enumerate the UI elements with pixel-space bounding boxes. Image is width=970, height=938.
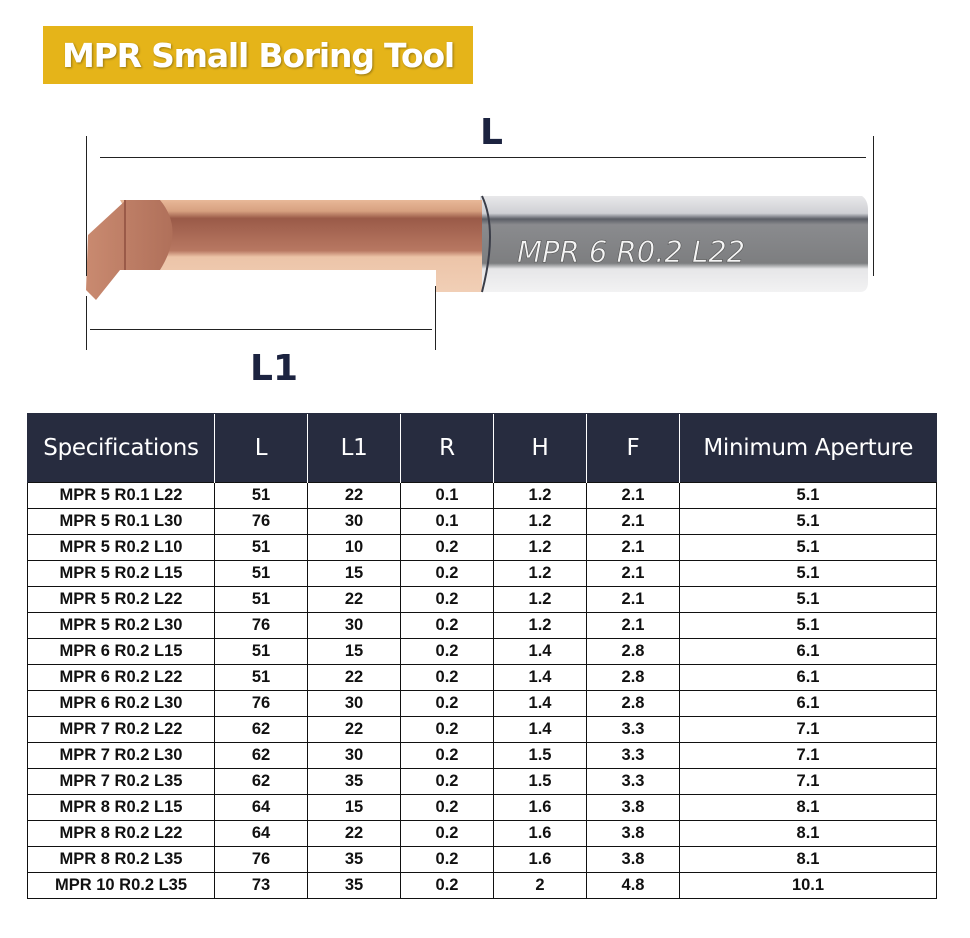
cell-L: 51 — [215, 483, 308, 509]
cell-R: 0.2 — [401, 847, 494, 873]
cell-H: 1.2 — [494, 483, 587, 509]
cell-min-aperture: 8.1 — [680, 847, 937, 873]
cell-F: 2.8 — [587, 691, 680, 717]
table-row — [28, 483, 937, 509]
cell-H: 1.6 — [494, 847, 587, 873]
cell-R: 0.2 — [401, 717, 494, 743]
cell-H: 1.2 — [494, 561, 587, 587]
cell-L1: 15 — [308, 561, 401, 587]
cell-L: 76 — [215, 847, 308, 873]
cell-spec: MPR 8 R0.2 L15 — [28, 795, 215, 821]
cell-R: 0.2 — [401, 665, 494, 691]
cell-L: 51 — [215, 561, 308, 587]
cell-spec: MPR 8 R0.2 L22 — [28, 821, 215, 847]
cell-F: 2.1 — [587, 613, 680, 639]
cell-F: 3.8 — [587, 821, 680, 847]
cell-spec: MPR 5 R0.1 L22 — [28, 483, 215, 509]
cell-L1: 30 — [308, 743, 401, 769]
cell-L1: 22 — [308, 665, 401, 691]
cell-H: 1.4 — [494, 691, 587, 717]
cell-H: 1.2 — [494, 509, 587, 535]
cell-spec: MPR 8 R0.2 L35 — [28, 847, 215, 873]
cell-F: 3.3 — [587, 769, 680, 795]
cell-L: 76 — [215, 509, 308, 535]
cell-H: 1.4 — [494, 639, 587, 665]
cell-H: 1.4 — [494, 665, 587, 691]
cell-min-aperture: 5.1 — [680, 613, 937, 639]
cell-L1: 30 — [308, 691, 401, 717]
cell-spec: MPR 6 R0.2 L22 — [28, 665, 215, 691]
cell-min-aperture: 7.1 — [680, 717, 937, 743]
cell-L: 51 — [215, 587, 308, 613]
cell-L1: 35 — [308, 847, 401, 873]
cell-min-aperture: 7.1 — [680, 769, 937, 795]
title-banner — [43, 26, 473, 84]
table-row — [28, 613, 937, 639]
cell-spec: MPR 7 R0.2 L30 — [28, 743, 215, 769]
cell-H: 1.2 — [494, 535, 587, 561]
cell-L1: 30 — [308, 509, 401, 535]
header-L1: L1 — [308, 414, 401, 483]
page-title: MPR Small Boring Tool — [61, 35, 455, 75]
dimension-label-L: L — [480, 112, 503, 153]
cell-min-aperture: 5.1 — [680, 483, 937, 509]
cell-L: 51 — [215, 535, 308, 561]
cell-min-aperture: 10.1 — [680, 873, 937, 899]
shank-marking: MPR 6 R0.2 L22 — [517, 235, 746, 269]
cell-min-aperture: 8.1 — [680, 795, 937, 821]
cell-F: 2.1 — [587, 509, 680, 535]
table-row — [28, 743, 937, 769]
cell-L: 62 — [215, 717, 308, 743]
extension-line-left-bottom — [86, 296, 87, 350]
cell-H: 2 — [494, 873, 587, 899]
header-F: F — [587, 414, 680, 483]
table-row — [28, 561, 937, 587]
cell-H: 1.6 — [494, 795, 587, 821]
cell-min-aperture: 6.1 — [680, 639, 937, 665]
cell-L1: 35 — [308, 769, 401, 795]
cell-R: 0.2 — [401, 873, 494, 899]
table-row — [28, 717, 937, 743]
cell-L1: 35 — [308, 873, 401, 899]
cell-H: 1.5 — [494, 743, 587, 769]
table-row — [28, 509, 937, 535]
cell-R: 0.2 — [401, 769, 494, 795]
cell-F: 3.8 — [587, 795, 680, 821]
cell-spec: MPR 5 R0.2 L22 — [28, 587, 215, 613]
cell-H: 1.2 — [494, 613, 587, 639]
cell-L: 62 — [215, 743, 308, 769]
cell-F: 2.8 — [587, 639, 680, 665]
cell-F: 3.8 — [587, 847, 680, 873]
cell-spec: MPR 7 R0.2 L35 — [28, 769, 215, 795]
cell-spec: MPR 5 R0.2 L15 — [28, 561, 215, 587]
table-row — [28, 665, 937, 691]
cell-R: 0.2 — [401, 691, 494, 717]
cell-L: 73 — [215, 873, 308, 899]
cell-L1: 22 — [308, 717, 401, 743]
cell-H: 1.4 — [494, 717, 587, 743]
cell-L: 51 — [215, 639, 308, 665]
cell-min-aperture: 5.1 — [680, 509, 937, 535]
cell-L: 62 — [215, 769, 308, 795]
extension-line-right — [873, 136, 874, 276]
table-row — [28, 691, 937, 717]
cell-min-aperture: 6.1 — [680, 691, 937, 717]
header-specifications: Specifications — [28, 414, 215, 483]
dimension-line-L1 — [90, 329, 432, 330]
cell-spec: MPR 6 R0.2 L15 — [28, 639, 215, 665]
cell-min-aperture: 8.1 — [680, 821, 937, 847]
cell-L1: 22 — [308, 587, 401, 613]
cell-F: 2.1 — [587, 535, 680, 561]
cell-R: 0.2 — [401, 743, 494, 769]
extension-line-L1-right — [435, 286, 436, 350]
header-minimum-aperture: Minimum Aperture — [680, 414, 937, 483]
cell-R: 0.2 — [401, 561, 494, 587]
cell-F: 3.3 — [587, 743, 680, 769]
dimension-label-L1: L1 — [250, 348, 298, 389]
cell-L1: 22 — [308, 821, 401, 847]
cell-R: 0.2 — [401, 587, 494, 613]
cell-R: 0.2 — [401, 795, 494, 821]
table-row — [28, 769, 937, 795]
tool-diagram — [0, 100, 970, 400]
cell-min-aperture: 6.1 — [680, 665, 937, 691]
cell-H: 1.2 — [494, 587, 587, 613]
cell-R: 0.2 — [401, 821, 494, 847]
cell-L1: 15 — [308, 639, 401, 665]
table-row — [28, 821, 937, 847]
cell-spec: MPR 10 R0.2 L35 — [28, 873, 215, 899]
cell-F: 2.1 — [587, 483, 680, 509]
table-row — [28, 847, 937, 873]
cell-min-aperture: 7.1 — [680, 743, 937, 769]
cell-L1: 15 — [308, 795, 401, 821]
dimension-line-L — [100, 157, 866, 158]
cell-min-aperture: 5.1 — [680, 535, 937, 561]
cell-F: 3.3 — [587, 717, 680, 743]
cell-F: 2.1 — [587, 587, 680, 613]
cell-R: 0.2 — [401, 639, 494, 665]
extension-line-left-top — [86, 136, 87, 276]
table-row — [28, 639, 937, 665]
cell-H: 1.6 — [494, 821, 587, 847]
cell-R: 0.2 — [401, 613, 494, 639]
cell-R: 0.2 — [401, 535, 494, 561]
cell-F: 2.1 — [587, 561, 680, 587]
cell-spec: MPR 6 R0.2 L30 — [28, 691, 215, 717]
cell-spec: MPR 5 R0.2 L30 — [28, 613, 215, 639]
header-L: L — [215, 414, 308, 483]
table-row — [28, 587, 937, 613]
cell-min-aperture: 5.1 — [680, 561, 937, 587]
cell-F: 2.8 — [587, 665, 680, 691]
cell-spec: MPR 7 R0.2 L22 — [28, 717, 215, 743]
table-body — [28, 483, 937, 899]
header-H: H — [494, 414, 587, 483]
cell-R: 0.1 — [401, 483, 494, 509]
cell-H: 1.5 — [494, 769, 587, 795]
cell-L1: 22 — [308, 483, 401, 509]
header-R: R — [401, 414, 494, 483]
cell-R: 0.1 — [401, 509, 494, 535]
cell-F: 4.8 — [587, 873, 680, 899]
table-row — [28, 535, 937, 561]
cell-spec: MPR 5 R0.2 L10 — [28, 535, 215, 561]
cell-L1: 30 — [308, 613, 401, 639]
cell-L: 76 — [215, 613, 308, 639]
specifications-table — [27, 413, 937, 899]
cell-L: 51 — [215, 665, 308, 691]
cell-L1: 10 — [308, 535, 401, 561]
cell-min-aperture: 5.1 — [680, 587, 937, 613]
table-row — [28, 795, 937, 821]
cell-L: 64 — [215, 795, 308, 821]
cell-spec: MPR 5 R0.1 L30 — [28, 509, 215, 535]
cell-L: 64 — [215, 821, 308, 847]
cell-L: 76 — [215, 691, 308, 717]
table-header-row — [28, 414, 937, 483]
table-row — [28, 873, 937, 899]
